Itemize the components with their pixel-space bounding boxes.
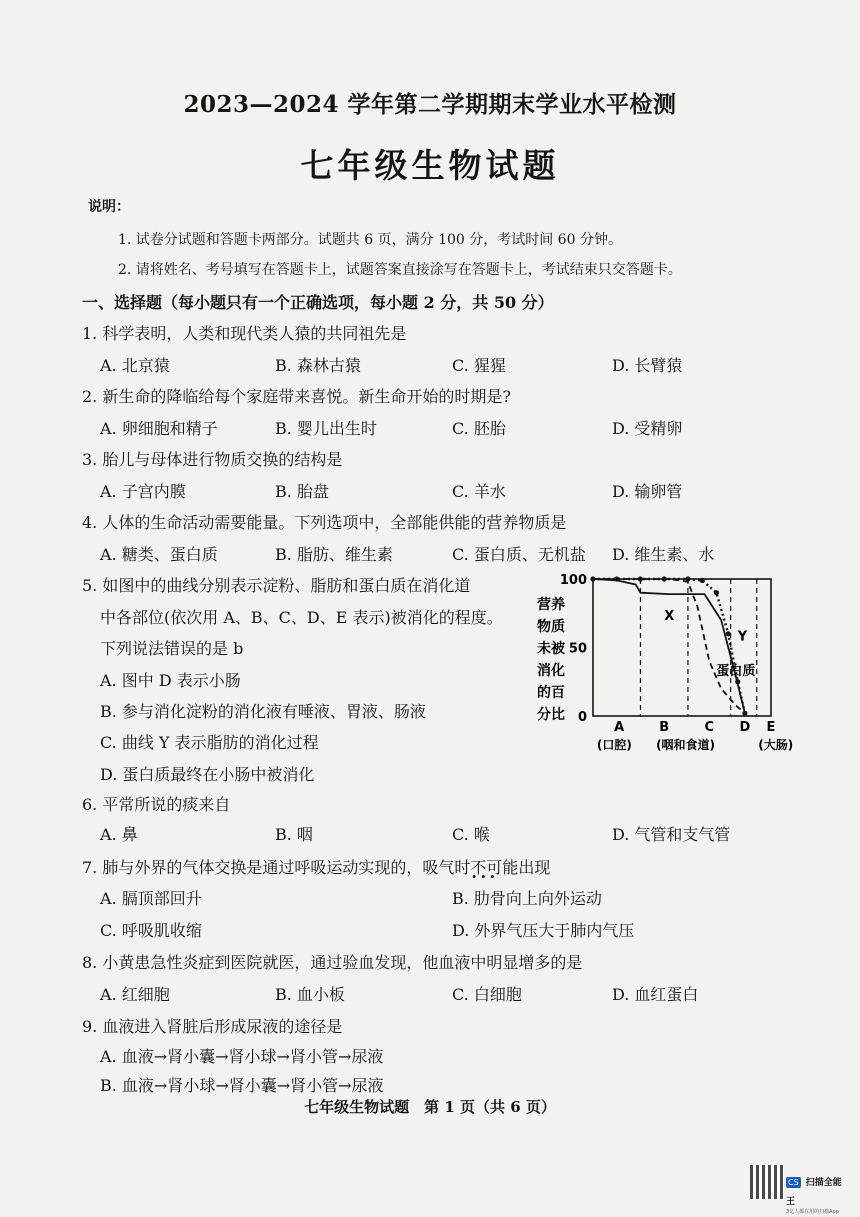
digestion-chart bbox=[515, 565, 794, 765]
chart-point bbox=[742, 711, 747, 716]
chart-ylabel bbox=[537, 596, 566, 723]
chart-series-label: 蛋白质 bbox=[716, 663, 756, 679]
chart-xtick-label: A bbox=[614, 720, 625, 735]
section-heading: 一、选择题（每小题只有一个正确选项，每小题 2 分，共 50 分） bbox=[82, 293, 554, 312]
chart-xticks bbox=[614, 720, 775, 735]
question-2-stem: 2. 新生命的降临给每个家庭带来喜悦。新生命开始的时期是? bbox=[82, 387, 511, 406]
chart-point bbox=[662, 576, 667, 581]
question-7-stem bbox=[82, 855, 550, 878]
chart-point bbox=[638, 576, 643, 581]
question-8-option-a: A. 红细胞 bbox=[100, 985, 170, 1004]
question-7-option-d: D. 外界气压大于肺内气压 bbox=[452, 921, 635, 940]
question-6-option-d: D. 气管和支气管 bbox=[612, 825, 731, 844]
question-6-option-b: B. 咽 bbox=[275, 825, 313, 844]
chart-ylabel-line: 的百 bbox=[537, 685, 565, 701]
question-4-option-d: D. 维生素、水 bbox=[612, 545, 715, 564]
chart-ylabel-line: 未被 bbox=[537, 641, 565, 657]
scanner-badge-name: 扫描全能王 bbox=[786, 1178, 842, 1207]
question-7-option-b: B. 肋骨向上向外运动 bbox=[452, 889, 602, 908]
question-7-stem-part-2: 出现 bbox=[518, 858, 551, 877]
question-8-option-c: C. 白细胞 bbox=[452, 985, 522, 1004]
scanner-badge-sub: 3亿人都在用的扫描App bbox=[786, 1209, 839, 1215]
chart-ylabel-line: 营养 bbox=[537, 597, 565, 613]
chart-xtick-label: E bbox=[766, 720, 776, 735]
question-4-option-a: A. 糖类、蛋白质 bbox=[100, 545, 218, 564]
chart-point bbox=[714, 590, 719, 595]
chart-ylabel-line: 消化 bbox=[537, 663, 565, 679]
question-8-option-b: B. 血小板 bbox=[275, 985, 345, 1004]
chart-ytick-label: 50 bbox=[568, 641, 587, 657]
chart-series-line bbox=[593, 579, 745, 713]
chart-x-note: (大肠) bbox=[758, 738, 794, 752]
exam-subtitle: 七年级生物试题 bbox=[300, 146, 560, 185]
question-2-option-b: B. 婴儿出生时 bbox=[275, 419, 377, 438]
cs-logo-icon: CS bbox=[788, 1178, 799, 1187]
question-5-option-b: B. 参与消化淀粉的消化液有唾液、胃液、肠液 bbox=[100, 702, 426, 721]
chart-point bbox=[726, 631, 731, 636]
chart-point bbox=[590, 576, 595, 581]
question-7-option-c: C. 呼吸肌收缩 bbox=[100, 921, 202, 940]
question-3-stem: 3. 胎儿与母体进行物质交换的结构是 bbox=[82, 450, 343, 469]
chart-series-line bbox=[593, 579, 745, 713]
question-9-option-b: B. 血液→肾小球→肾小囊→肾小管→尿液 bbox=[100, 1076, 384, 1095]
question-3-option-b: B. 胎盘 bbox=[275, 482, 329, 501]
chart-region-lines bbox=[640, 579, 756, 716]
chart-ylabel-line: 物质 bbox=[537, 619, 565, 635]
question-5-stem-line-2: 中各部位(依次用 A、B、C、D、E 表示)被消化的程度。 bbox=[100, 608, 503, 627]
question-2-option-d: D. 受精卵 bbox=[612, 419, 683, 438]
question-4-stem: 4. 人体的生命活动需要能量。下列选项中，全部能供能的营养物质是 bbox=[82, 513, 567, 532]
question-1-option-a: A. 北京猿 bbox=[100, 356, 170, 375]
question-6-option-a: A. 鼻 bbox=[100, 825, 138, 844]
question-3-option-c: C. 羊水 bbox=[452, 482, 506, 501]
chart-point bbox=[700, 578, 705, 583]
chart-xtick-label: B bbox=[659, 720, 670, 735]
question-2-option-c: C. 胚胎 bbox=[452, 419, 506, 438]
instructions-label: 说明： bbox=[88, 199, 130, 215]
chart-series-label: Y bbox=[737, 629, 748, 645]
question-8-stem: 8. 小黄患急性炎症到医院就医，通过验血发现，他血液中明显增多的是 bbox=[82, 953, 583, 972]
scanner-badge bbox=[786, 1170, 846, 1215]
chart-series-label: X bbox=[664, 609, 675, 625]
question-6-option-c: C. 喉 bbox=[452, 825, 490, 844]
chart-point bbox=[735, 679, 740, 684]
question-1-option-b: B. 森林古猿 bbox=[275, 356, 361, 375]
question-5-stem-line-3: 下列说法错误的是 b bbox=[100, 639, 244, 658]
question-7-stem-emphasis: 不可能 · · bbox=[470, 855, 518, 878]
instruction-line-1: 1. 试卷分试题和答题卡两部分。试题共 6 页，满分 100 分，考试时间 60 分钟。 bbox=[118, 232, 622, 248]
chart-point bbox=[685, 576, 690, 581]
chart-series-labels bbox=[664, 609, 755, 679]
question-5-option-d: D. 蛋白质最终在小肠中被消化 bbox=[100, 765, 315, 784]
question-5-stem-line-1: 5. 如图中的曲线分别表示淀粉、脂肪和蛋白质在消化道 bbox=[82, 576, 471, 595]
question-2-option-a: A. 卵细胞和精子 bbox=[100, 419, 218, 438]
question-3-option-d: D. 输卵管 bbox=[612, 482, 683, 501]
question-6-stem: 6. 平常所说的痰来自 bbox=[82, 795, 231, 814]
qr-code-icon bbox=[750, 1165, 784, 1199]
instruction-line-2: 2. 请将姓名、考号填写在答题卡上，试题答案直接涂写在答题卡上，考试结束只交答题卡。 bbox=[118, 262, 682, 278]
chart-x-notes bbox=[597, 737, 793, 752]
chart-ytick-label: 0 bbox=[577, 710, 587, 725]
chart-x-note: (口腔) bbox=[596, 738, 632, 752]
question-7-option-a: A. 膈顶部回升 bbox=[100, 889, 202, 908]
chart-x-note: (咽和食道) bbox=[656, 738, 716, 752]
question-9-stem: 9. 血液进入肾脏后形成尿液的途径是 bbox=[82, 1017, 343, 1036]
chart-plot-frame bbox=[593, 579, 771, 716]
question-5-option-c: C. 曲线 Y 表示脂肪的消化过程 bbox=[100, 733, 319, 752]
question-8-option-d: D. 血红蛋白 bbox=[612, 985, 699, 1004]
chart-xtick-label: C bbox=[704, 720, 715, 735]
chart-ytick-label: 100 bbox=[559, 573, 587, 588]
question-4-option-c: C. 蛋白质、无机盐 bbox=[452, 545, 586, 564]
question-5-option-a: A. 图中 D 表示小肠 bbox=[100, 671, 241, 690]
question-1-option-c: C. 猩猩 bbox=[452, 356, 506, 375]
question-4-option-b: B. 脂肪、维生素 bbox=[275, 545, 393, 564]
exam-title: 2023—2024 学年第二学期期末学业水平检测 bbox=[183, 91, 677, 118]
question-3-option-a: A. 子宫内膜 bbox=[100, 482, 186, 501]
chart-point bbox=[614, 576, 619, 581]
question-1-stem: 1. 科学表明，人类和现代类人猿的共同祖先是 bbox=[82, 324, 407, 343]
chart-xtick-label: D bbox=[739, 720, 751, 735]
page-footer: 七年级生物试题 第 1 页（共 6 页） bbox=[304, 1098, 556, 1116]
chart-series-line bbox=[593, 579, 745, 713]
question-7-stem-part-1: 7. 肺与外界的气体交换是通过呼吸运动实现的，吸气时 bbox=[82, 858, 471, 877]
chart-ylabel-line: 分比 bbox=[537, 707, 565, 723]
question-1-option-d: D. 长臂猿 bbox=[612, 356, 683, 375]
question-9-option-a: A. 血液→肾小囊→肾小球→肾小管→尿液 bbox=[100, 1047, 384, 1066]
chart-series bbox=[590, 576, 747, 715]
